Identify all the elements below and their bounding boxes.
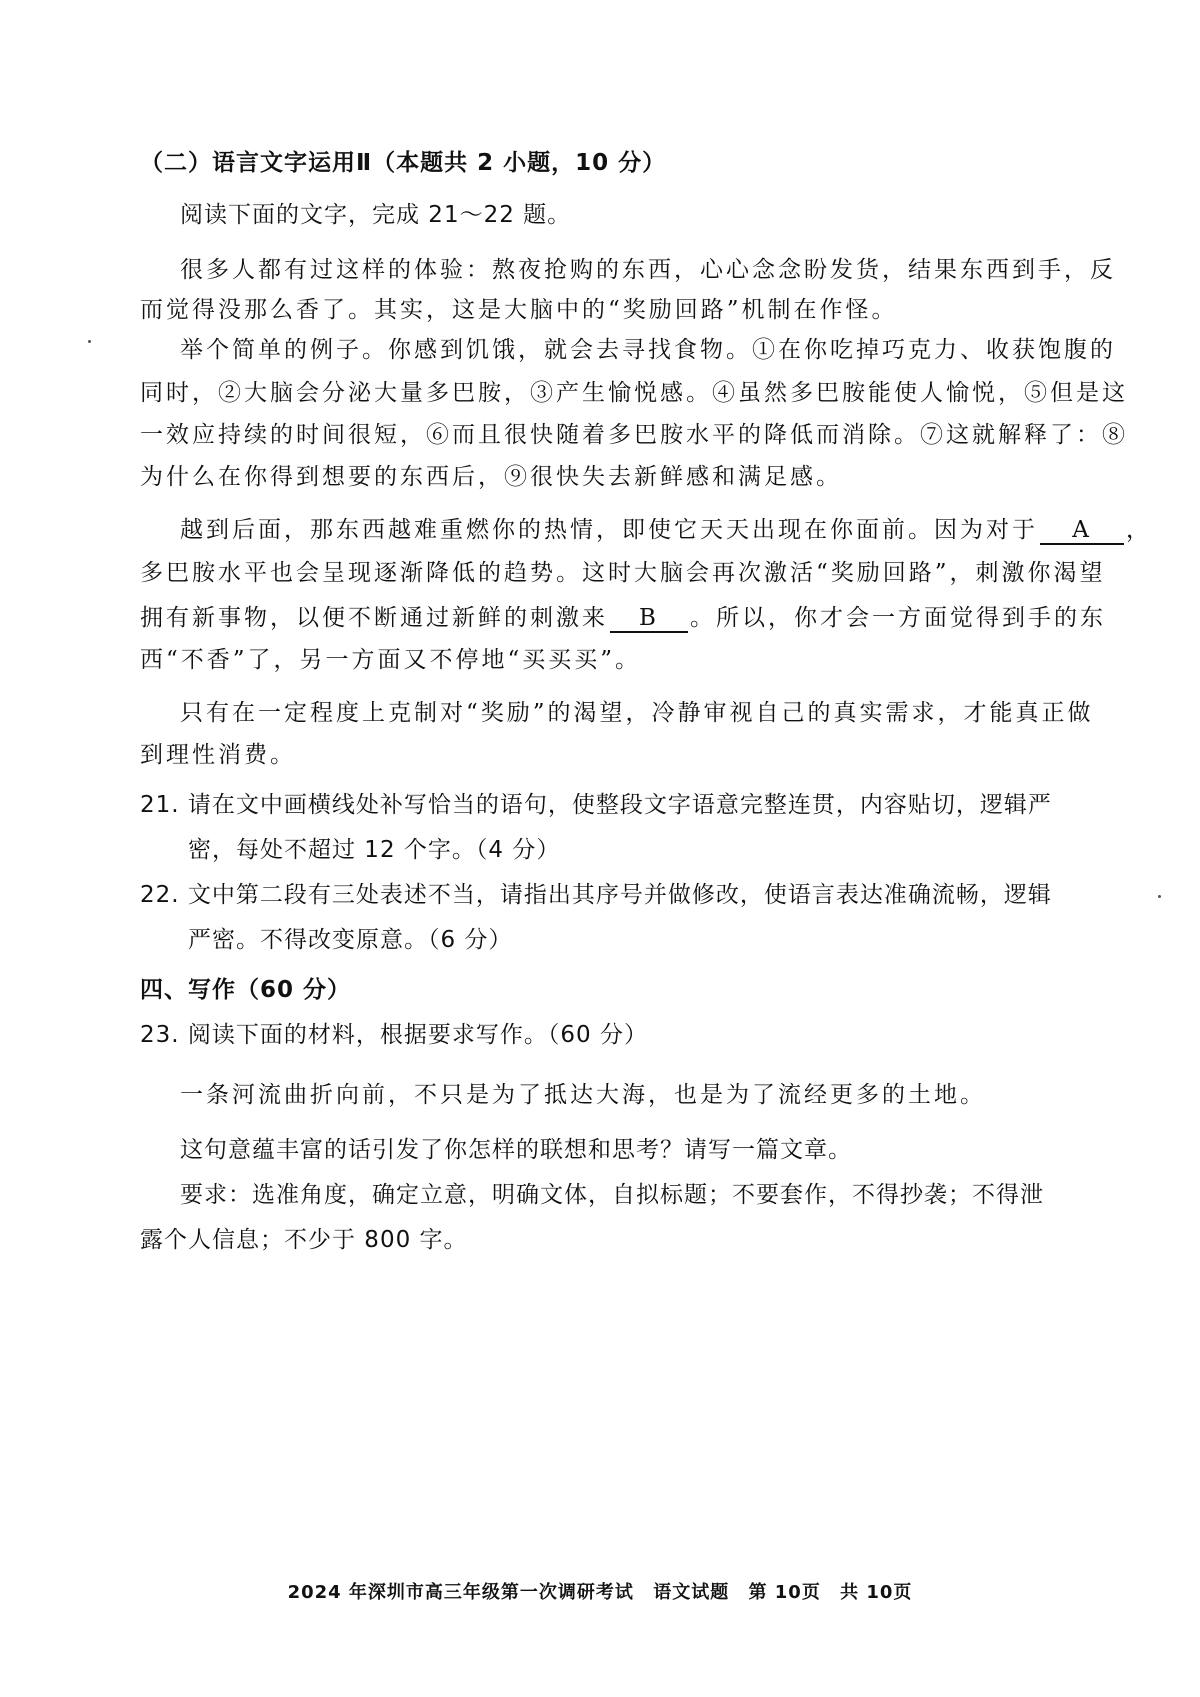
writing-heading: 四、写作（60 分） <box>140 977 352 1003</box>
passage-p1-line2: 而觉得没那么香了。其实，这是大脑中的“奖励回路”机制在作怪。 <box>140 297 898 323</box>
passage-p3-line1-end: ， <box>1126 517 1152 543</box>
passage-p2-line3: 一效应持续的时间很短，⑥而且很快随着多巴胺水平的降低而消除。⑦这就解释了：⑧ <box>140 422 1128 448</box>
passage-p3-line1 <box>180 515 1152 545</box>
question-22-line1: 22. 文中第二段有三处表述不当，请指出其序号并做修改，使语言表达准确流畅，逻辑 <box>140 882 1052 908</box>
scan-speck <box>1158 895 1161 898</box>
blank-b-label: B <box>639 605 659 631</box>
passage-p1-line1: 很多人都有过这样的体验：熬夜抢购的东西，心心念念盼发货，结果东西到手，反 <box>180 257 1116 283</box>
passage-p4-line2: 到理性消费。 <box>140 742 296 768</box>
passage-p3-line2: 多巴胺水平也会呈现逐渐降低的趋势。这时大脑会再次激活“奖励回路”，刺激你渴望 <box>140 560 1106 586</box>
passage-p2-line2: 同时，②大脑会分泌大量多巴胺，③产生愉悦感。④虽然多巴胺能使人愉悦，⑤但是这 <box>140 380 1128 406</box>
question-22-line2: 严密。不得改变原意。（6 分） <box>188 927 513 953</box>
scan-speck <box>88 340 91 343</box>
passage-p3-line3-end: 。所以，你才会一方面觉得到手的东 <box>690 605 1106 631</box>
section-title: （二）语言文字运用Ⅱ（本题共 2 小题，10 分） <box>140 150 667 176</box>
passage-p3-line3-text: 拥有新事物，以便不断通过新鲜的刺激来 <box>140 605 608 631</box>
page-footer <box>0 1578 1200 1604</box>
question-21-line1: 21. 请在文中画横线处补写恰当的语句，使整段文字语意完整连贯，内容贴切，逻辑严 <box>140 792 1052 818</box>
passage-p2-line1: 举个简单的例子。你感到饥饿，就会去寻找食物。①在你吃掉巧克力、收获饱腹的 <box>180 337 1116 363</box>
passage-p2-line4: 为什么在你得到想要的东西后，⑨很快失去新鲜感和满足感。 <box>140 464 842 490</box>
footer-page-total: 共 10页 <box>840 1582 913 1603</box>
question-21-line2: 密，每处不超过 12 个字。（4 分） <box>188 837 561 863</box>
blank-a-label: A <box>1072 517 1092 543</box>
blank-a <box>1040 517 1124 545</box>
question-23: 23. 阅读下面的材料，根据要求写作。（60 分） <box>140 1022 648 1048</box>
blank-b <box>610 605 688 633</box>
footer-page-number: 第 10页 <box>748 1582 821 1603</box>
writing-material: 一条河流曲折向前，不只是为了抵达大海，也是为了流经更多的土地。 <box>180 1082 986 1108</box>
passage-p3-line4: 西“不香”了，另一方面又不停地“买买买”。 <box>140 647 642 673</box>
passage-p4-line1: 只有在一定程度上克制对“奖励”的渴望，冷静审视自己的真实需求，才能真正做 <box>180 700 1094 726</box>
footer-exam-name: 2024 年深圳市高三年级第一次调研考试 <box>287 1582 634 1603</box>
footer-subject: 语文试题 <box>653 1582 730 1603</box>
writing-requirement-line1: 要求：选准角度，确定立意，明确文体，自拟标题；不要套作，不得抄袭；不得泄 <box>180 1182 1044 1208</box>
passage-p3-line1-text: 越到后面，那东西越难重燃你的热情，即使它天天出现在你面前。因为对于 <box>180 517 1038 543</box>
writing-requirement-line2: 露个人信息；不少于 800 字。 <box>140 1227 468 1253</box>
passage-p3-line3 <box>140 603 1106 633</box>
section-intro: 阅读下面的文字，完成 21～22 题。 <box>180 202 572 228</box>
writing-prompt: 这句意蕴丰富的话引发了你怎样的联想和思考？请写一篇文章。 <box>180 1137 852 1163</box>
